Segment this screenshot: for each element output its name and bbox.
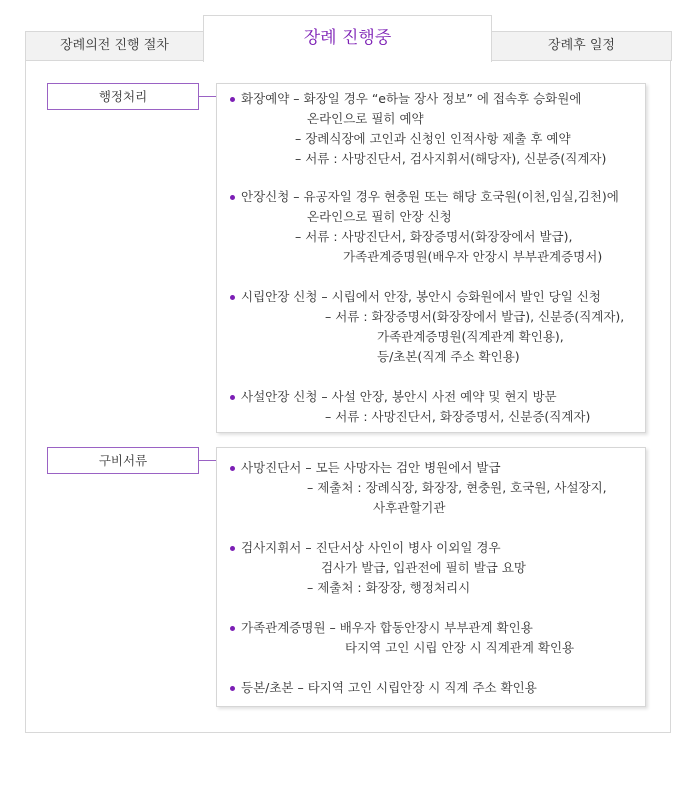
tab-funeral-in-progress[interactable]: 장례 진행중: [203, 15, 492, 62]
administration-card: [216, 83, 646, 433]
item-line: 가족관계증명원 – 배우자 합동안장시 부부관계 확인용: [241, 620, 533, 635]
required-documents-card: [216, 447, 646, 707]
item-line: 검사가 발급, 입관전에 필히 발급 요망: [321, 560, 526, 575]
tab-funeral-procedure[interactable]: 장례의전 진행 절차: [25, 31, 204, 61]
item-line: 검사지휘서 – 진단서상 사인이 병사 이외일 경우: [241, 540, 501, 555]
item-line: – 제출처 : 장례식장, 화장장, 현충원, 호국원, 사설장지,: [307, 480, 607, 495]
bullet-icon: [230, 466, 235, 471]
bullet-icon: [230, 546, 235, 551]
connector-line: [199, 96, 216, 97]
item-line: – 서류 : 사망진단서, 화장증명서, 신분증(직계자): [325, 409, 591, 424]
item-line: 타지역 고인 시립 안장 시 직계관계 확인용: [345, 640, 575, 655]
item-line: – 장례식장에 고인과 신청인 인적사항 제출 후 예약: [295, 131, 571, 146]
item-line: 등/초본(직계 주소 확인용): [377, 349, 520, 364]
section-label-required-documents: 구비서류: [47, 447, 199, 474]
item-line: 등본/초본 – 타지역 고인 시립안장 시 직계 주소 확인용: [241, 680, 537, 695]
item-line: – 서류 : 사망진단서, 검사지휘서(해당자), 신분증(직계자): [295, 151, 607, 166]
bullet-icon: [230, 295, 235, 300]
item-line: 온라인으로 필히 예약: [307, 111, 424, 126]
section-label-administration: 행정처리: [47, 83, 199, 110]
bullet-icon: [230, 626, 235, 631]
item-line: 사망진단서 – 모든 사망자는 검안 병원에서 발급: [241, 460, 501, 475]
item-line: 온라인으로 필히 안장 신청: [307, 209, 452, 224]
tab-after-funeral[interactable]: 장례후 일정: [491, 31, 672, 61]
item-line: 사설안장 신청 – 사설 안장, 봉안시 사전 예약 및 현지 방문: [241, 389, 557, 404]
item-line: 가족관계증명원(배우자 안장시 부부관계증명서): [343, 249, 603, 264]
item-line: – 제출처 : 화장장, 행정처리시: [307, 580, 471, 595]
item-line: – 서류 : 화장증명서(화장장에서 발급), 신분증(직계자),: [325, 309, 625, 324]
connector-line: [199, 460, 216, 461]
bullet-icon: [230, 195, 235, 200]
bullet-icon: [230, 686, 235, 691]
item-line: 화장예약 – 화장일 경우 “e하늘 장사 정보” 에 접속후 승화원에: [241, 91, 582, 106]
bullet-icon: [230, 97, 235, 102]
item-line: 안장신청 – 유공자일 경우 현충원 또는 해당 호국원(이천,임실,김천)에: [241, 189, 619, 204]
item-line: – 서류 : 사망진단서, 화장증명서(화장장에서 발급),: [295, 229, 573, 244]
item-line: 사후관할기관: [373, 500, 446, 515]
bullet-icon: [230, 395, 235, 400]
item-line: 시립안장 신청 – 시립에서 안장, 봉안시 승화원에서 발인 당일 신청: [241, 289, 601, 304]
item-line: 가족관계증명원(직계관계 확인용),: [377, 329, 564, 344]
